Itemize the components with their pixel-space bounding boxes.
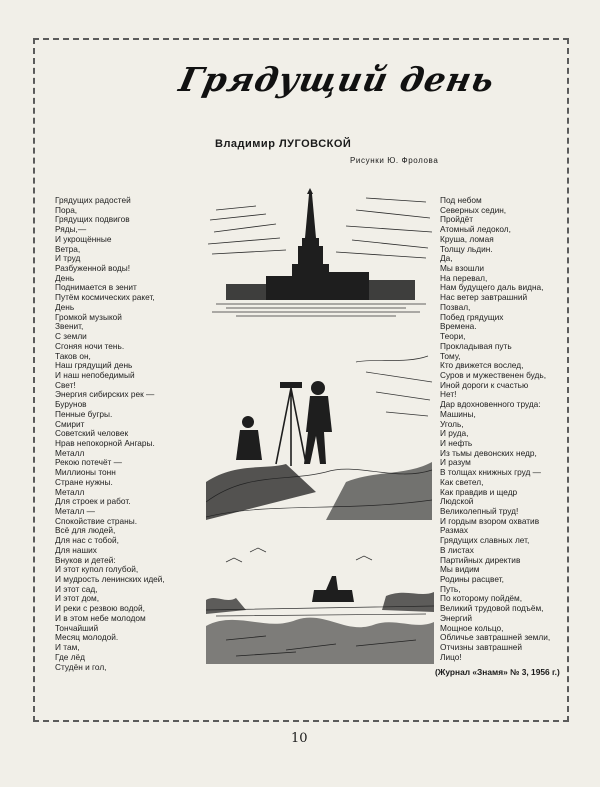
poem-line: Отчизны завтрашней (440, 642, 523, 653)
poem-line: Рекою потечёт — (55, 457, 122, 468)
poem-line: И в этом небе молодом (55, 612, 146, 623)
poem-line: И реки с резвою водой, (55, 603, 145, 614)
author-name: Владимир ЛУГОВСКОЙ (215, 138, 352, 150)
poem-line: Внуков и детей: (55, 554, 116, 565)
poem-line: Иной дороги к счастью (440, 379, 529, 390)
poem-title: Грядущий день (175, 60, 499, 99)
poem-line: Путём космических ракет, (55, 292, 155, 303)
poem-line: Энергия сибирских рек — (55, 389, 155, 400)
poem-line: Тому, (440, 350, 461, 361)
poem-line: Толщу льдин. (440, 243, 493, 254)
surveyors-illustration (206, 352, 434, 522)
poem-line: Грядущих радостей (55, 195, 131, 205)
poem-line: И руда, (440, 428, 469, 439)
poem-line: Тончайший (55, 622, 99, 633)
poem-line: На перевал, (440, 272, 488, 283)
poem-line: Обличье завтрашней земли, (440, 632, 551, 643)
poem-line: И там, (55, 642, 80, 653)
poem-line: И наш непобедимый (55, 369, 135, 380)
poem-line: Уголь, (440, 418, 464, 429)
page-number: 10 (291, 731, 308, 746)
poem-line: По которому пойдём, (440, 593, 523, 604)
poem-line: Свет! (55, 379, 76, 390)
poem-line: В листах (440, 544, 474, 555)
poem-line: Родины расцвет, (440, 574, 504, 585)
poem-line: Ветра, (55, 243, 81, 254)
poem-line: Как правдив и щедр (440, 486, 518, 497)
poem-line: Мы видим (440, 564, 480, 575)
poem-line: Всё для людей, (55, 525, 116, 536)
kremlin-tower-illustration (206, 180, 434, 322)
poem-line: Нам будущего даль видна, (440, 282, 544, 293)
poem-line: День (55, 301, 75, 312)
poem-line: Машины, (440, 408, 476, 419)
poem-line: Лицо! (440, 651, 462, 662)
poem-line: Под небом (440, 195, 482, 205)
poem-line: Нрав непокорной Ангары. (55, 437, 155, 448)
poem-line: Великолепный труд! (440, 506, 519, 516)
poem-line: И гордым взором охватив (440, 515, 540, 526)
poem-line: И этот купол голубой, (55, 564, 139, 575)
poem-line: Студён и гол, (55, 661, 107, 672)
poem-line: Кто движется вослед, (440, 360, 524, 371)
poem-line: И укрощённые (55, 233, 112, 244)
poem-line: Размах (440, 525, 469, 536)
poem-line: Где лёд (55, 651, 85, 662)
poem-line: Дар вдохновенного труда: (440, 399, 541, 410)
poem-line: Поднимается в зенит (55, 282, 137, 293)
poem-line: День (55, 272, 75, 283)
poem-line: Таков он, (55, 350, 91, 361)
poem-line: Путь, (440, 583, 461, 594)
poem-line: Теори, (440, 331, 466, 342)
poem-line: Смирит (55, 418, 85, 429)
poem-line: В толщах книжных груд — (440, 467, 541, 478)
poem-line: И этот дом, (55, 593, 100, 604)
poem-line: И труд (55, 253, 81, 264)
poem-line: Суров и мужественен будь, (440, 369, 547, 380)
poem-line: Для строек и работ. (55, 496, 131, 507)
poem-line: Партийных директив (440, 554, 521, 565)
poem-line: Сгоняя ночи тень. (55, 340, 125, 351)
poem-line: Мы взошли (440, 263, 484, 274)
poem-line: Металл (55, 447, 85, 458)
poem-line: Разбуженной воды! (55, 263, 131, 274)
poem-line: Для наших (55, 544, 97, 555)
poem-line: Северных седин, (440, 204, 507, 215)
poem-line: Миллионы тонн (55, 467, 116, 478)
poem-line: И этот сад, (55, 583, 98, 594)
poem-line: Побед грядущих (440, 311, 504, 322)
poem-line: Металл (55, 486, 85, 497)
poem-line: Позвал, (440, 301, 471, 312)
poem-line: Времена. (440, 321, 477, 332)
poem-line: И разум (440, 457, 471, 468)
poem-line: Бурунов (55, 399, 87, 410)
poem-line: Круша, ломая (440, 233, 494, 244)
poem-line: Нет! (440, 389, 457, 400)
poem-line: Спокойствие страны. (55, 515, 138, 526)
poem-line: Грядущих подвигов (55, 214, 130, 225)
poem-line: С земли (55, 331, 87, 342)
poem-line: Пенные бугры. (55, 408, 113, 419)
poem-line: Для нас с тобой, (55, 535, 119, 546)
poem-line: Месяц молодой. (55, 632, 119, 643)
poem-line: Пройдёт (440, 214, 474, 225)
poem-line: Советский человек (55, 428, 129, 439)
poem-line: Пора, (55, 204, 78, 215)
poem-line: Из тьмы девонских недр, (440, 447, 537, 458)
source-citation: (Журнал «Знамя» № 3, 1956 г.) (435, 667, 560, 677)
poem-column-left (55, 196, 165, 672)
poem-line: И мудрость ленинских идей, (55, 574, 165, 585)
poem-line: Мощное кольцо, (440, 622, 504, 633)
poem-line: Как светел, (440, 476, 484, 487)
poem-line: Великий трудовой подъём, (440, 603, 544, 614)
poem-line: Стране нужны. (55, 476, 113, 487)
poem-line: Громкой музыкой (55, 311, 122, 322)
poem-line: Нас ветер завтрашний (440, 292, 528, 303)
poem-line: Людской (440, 496, 474, 507)
poem-line: Звенит, (55, 321, 84, 332)
poem-line: Прокладывая путь (440, 340, 512, 351)
icebreaker-illustration (206, 540, 434, 664)
poem-line: Да, (440, 253, 453, 264)
poem-line: Грядущих славных лет, (440, 535, 530, 546)
poem-line: Энергий (440, 612, 473, 623)
poem-column-right (440, 196, 550, 663)
poem-line: И нефть (440, 437, 473, 448)
illustration-credit: Рисунки Ю. Фролова (350, 156, 439, 165)
poem-line: Металл — (55, 506, 95, 516)
poem-line: Наш грядущий день (55, 360, 133, 371)
poem-line: Атомный ледокол, (440, 224, 511, 235)
poem-line: Ряды,— (55, 224, 87, 235)
